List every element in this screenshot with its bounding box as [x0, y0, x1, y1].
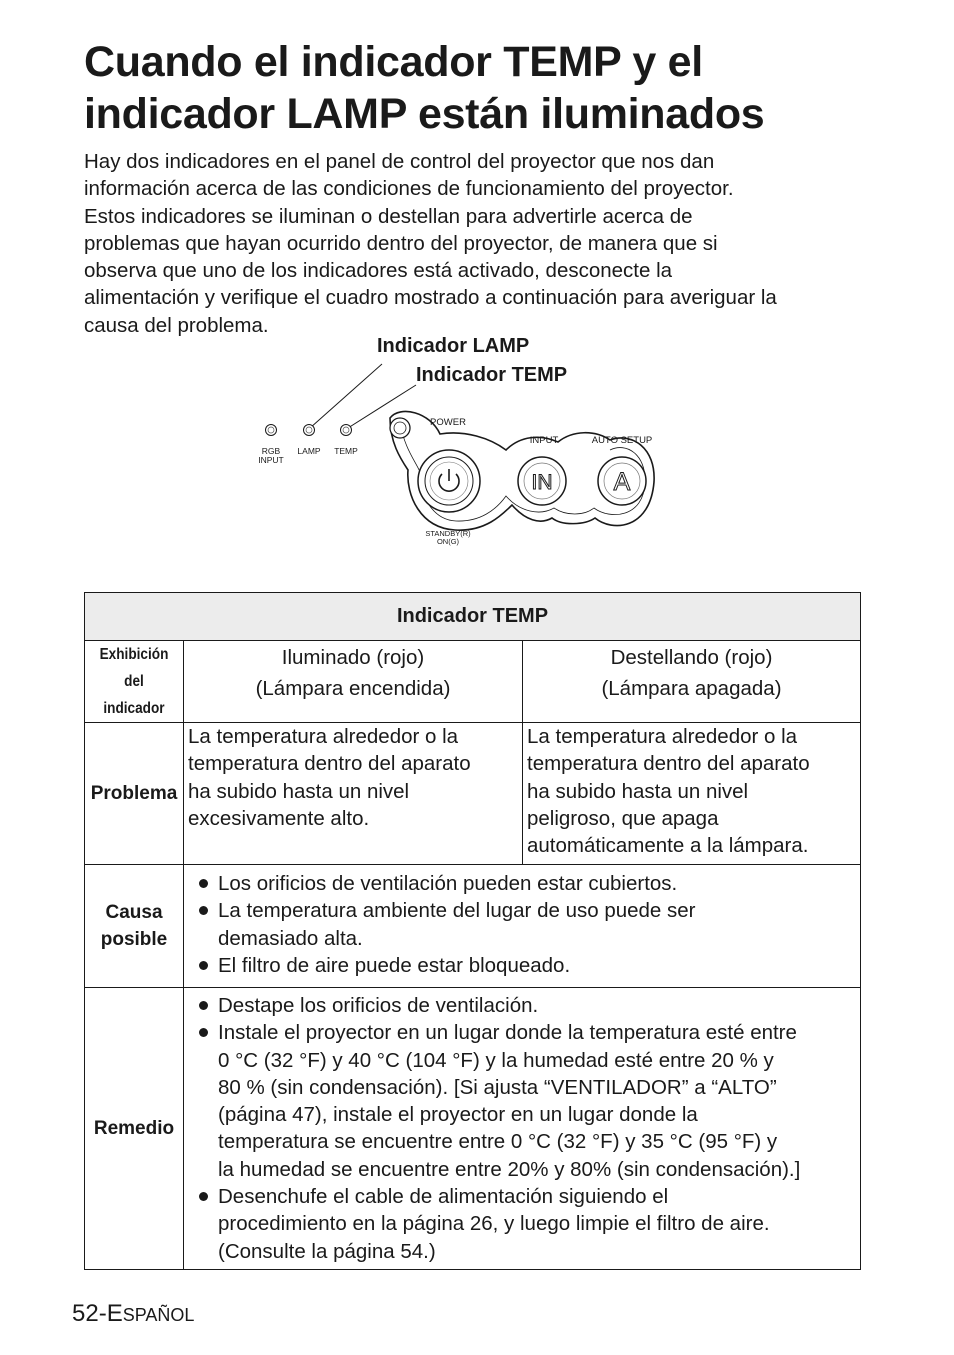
- remedy-item-line: Destape los orificios de ventilación.: [218, 994, 539, 1017]
- remedy-item-line: Instale el proyector en un lugar donde la temperatura esté entre: [218, 1021, 797, 1045]
- cause-cell: [184, 865, 861, 988]
- remedy-list: [188, 992, 856, 1265]
- remedy-item: [188, 1183, 856, 1265]
- lamp-leader-line: [310, 364, 382, 428]
- remedy-item-line: procedimiento en la página 26, y luego limpie el filtro de aire.: [218, 1212, 770, 1236]
- remedy-item-line: (página 47), instale el proyector en un lugar donde la: [218, 1103, 698, 1127]
- temp-callout: Indicador TEMP: [416, 364, 568, 386]
- cause-item-line: demasiado alta.: [218, 926, 363, 950]
- auto-setup-label: AUTO SETUP: [591, 435, 653, 446]
- temp-indicator-table: [84, 592, 861, 1270]
- remedy-item-line: la humedad se encuentre entre 20% y 80% (sin condensación).]: [218, 1157, 801, 1181]
- title-line: Cuando el indicador TEMP y el: [84, 38, 703, 86]
- display-col2: [523, 641, 861, 723]
- cause-label-line: posible: [100, 929, 168, 950]
- rgb-input-led-icon: [266, 425, 277, 436]
- problem-col2-line: peligroso, que apaga: [527, 806, 719, 830]
- remedy-item-line: 80 % (sin condensación). [Si ajusta “VENTILADOR” a “ALTO”: [218, 1075, 777, 1099]
- lamp-callout: Indicador LAMP: [377, 335, 530, 357]
- display-row-label: [85, 641, 184, 723]
- remedy-item: [188, 992, 856, 1019]
- input-button-glyph: IN: [531, 471, 553, 494]
- intro-line: alimentación y verifique el cuadro mostrado a continuación para averiguar la: [84, 286, 777, 310]
- problem-col2-line: ha subido hasta un nivel: [527, 779, 749, 803]
- remedy-row-label: Remedio: [85, 988, 184, 1270]
- cause-item: [188, 952, 856, 979]
- intro-line: causa del problema.: [84, 313, 269, 337]
- problem-col1-line: La temperatura alrededor o la: [188, 725, 459, 748]
- auto-setup-button-glyph: A: [613, 468, 631, 496]
- power-indicator-icon: [390, 418, 410, 438]
- lamp-led-icon: [304, 425, 315, 436]
- table-header: Indicador TEMP: [85, 593, 861, 641]
- standby-label-line: STANDBY(R): [425, 529, 471, 538]
- intro-line: Hay dos indicadores en el panel de control del proyector que nos dan: [84, 150, 715, 173]
- cause-row-label: [85, 865, 184, 988]
- input-label: INPUT: [529, 435, 559, 446]
- problem-row-label: Problema: [85, 723, 184, 865]
- power-button-icon: [418, 450, 480, 512]
- lamp-led-label: LAMP: [297, 446, 321, 456]
- rgb-input-sublabel: INPUT: [258, 455, 284, 465]
- temp-led-label: TEMP: [334, 446, 358, 456]
- display-label-line: Exhibición: [99, 646, 169, 663]
- control-panel-diagram: [240, 330, 680, 560]
- intro-paragraph: [84, 148, 884, 339]
- temp-led-icon: [341, 425, 352, 436]
- intro-line: problemas que hayan ocurrido dentro del proyector, de manera que si: [84, 231, 718, 255]
- page-number: 52-: [72, 1300, 107, 1327]
- standby-label: [416, 530, 480, 546]
- problem-col1-line: ha subido hasta un nivel: [188, 779, 410, 803]
- remedy-item-line: temperatura se encuentre entre 0 °C (32 °F) y 35 °C (95 °F) y: [218, 1130, 778, 1154]
- cause-item: [188, 870, 856, 897]
- language-initial: E: [106, 1300, 123, 1327]
- display-col1: [184, 641, 523, 723]
- problem-col1-line: temperatura dentro del aparato: [188, 752, 471, 776]
- problem-col1-line: excesivamente alto.: [188, 806, 370, 830]
- rgb-label: RGB: [261, 446, 281, 456]
- intro-line: Estos indicadores se iluminan o destellan para advertirle acerca de: [84, 204, 693, 228]
- cause-label-line: Causa: [105, 902, 163, 923]
- problem-col2-line: automáticamente a la lámpara.: [527, 834, 809, 858]
- cause-list: [188, 870, 856, 979]
- page-footer: [72, 1300, 194, 1328]
- problem-col2: [523, 723, 861, 865]
- problem-col1: [184, 723, 523, 865]
- language-rest: SPAÑOL: [122, 1305, 195, 1325]
- remedy-item-line: Desenchufe el cable de alimentación siguiendo el: [218, 1185, 669, 1209]
- cause-item-line: Los orificios de ventilación pueden estar cubiertos.: [218, 872, 678, 895]
- intro-line: información acerca de las condiciones de funcionamiento del proyector.: [84, 177, 734, 201]
- page-title: [84, 36, 904, 140]
- cause-item: [188, 897, 856, 952]
- display-label-line: del indicador: [103, 673, 165, 717]
- remedy-cell: [184, 988, 861, 1270]
- cause-item-line: El filtro de aire puede estar bloqueado.: [218, 953, 571, 977]
- on-label-line: ON(G): [436, 537, 460, 546]
- intro-line: observa que uno de los indicadores está activado, desconecte la: [84, 259, 673, 283]
- remedy-item-line: (Consulte la página 54.): [218, 1239, 436, 1263]
- problem-col2-line: temperatura dentro del aparato: [527, 752, 810, 776]
- display-col1-line: Iluminado (rojo): [281, 646, 425, 669]
- remedy-item: [188, 1019, 856, 1183]
- cause-item-line: La temperatura ambiente del lugar de uso puede ser: [218, 899, 696, 923]
- problem-col2-line: La temperatura alrededor o la: [527, 725, 798, 748]
- display-col2-line: Destellando (rojo): [610, 646, 773, 669]
- display-col1-line: (Lámpara encendida): [255, 677, 451, 700]
- rgb-input-label: [257, 447, 285, 465]
- title-line: indicador LAMP están iluminados: [84, 90, 765, 138]
- remedy-item-line: 0 °C (32 °F) y 40 °C (104 °F) y la humedad esté entre 20 % y: [218, 1048, 774, 1072]
- power-label: POWER: [430, 417, 466, 428]
- display-col2-line: (Lámpara apagada): [601, 677, 782, 700]
